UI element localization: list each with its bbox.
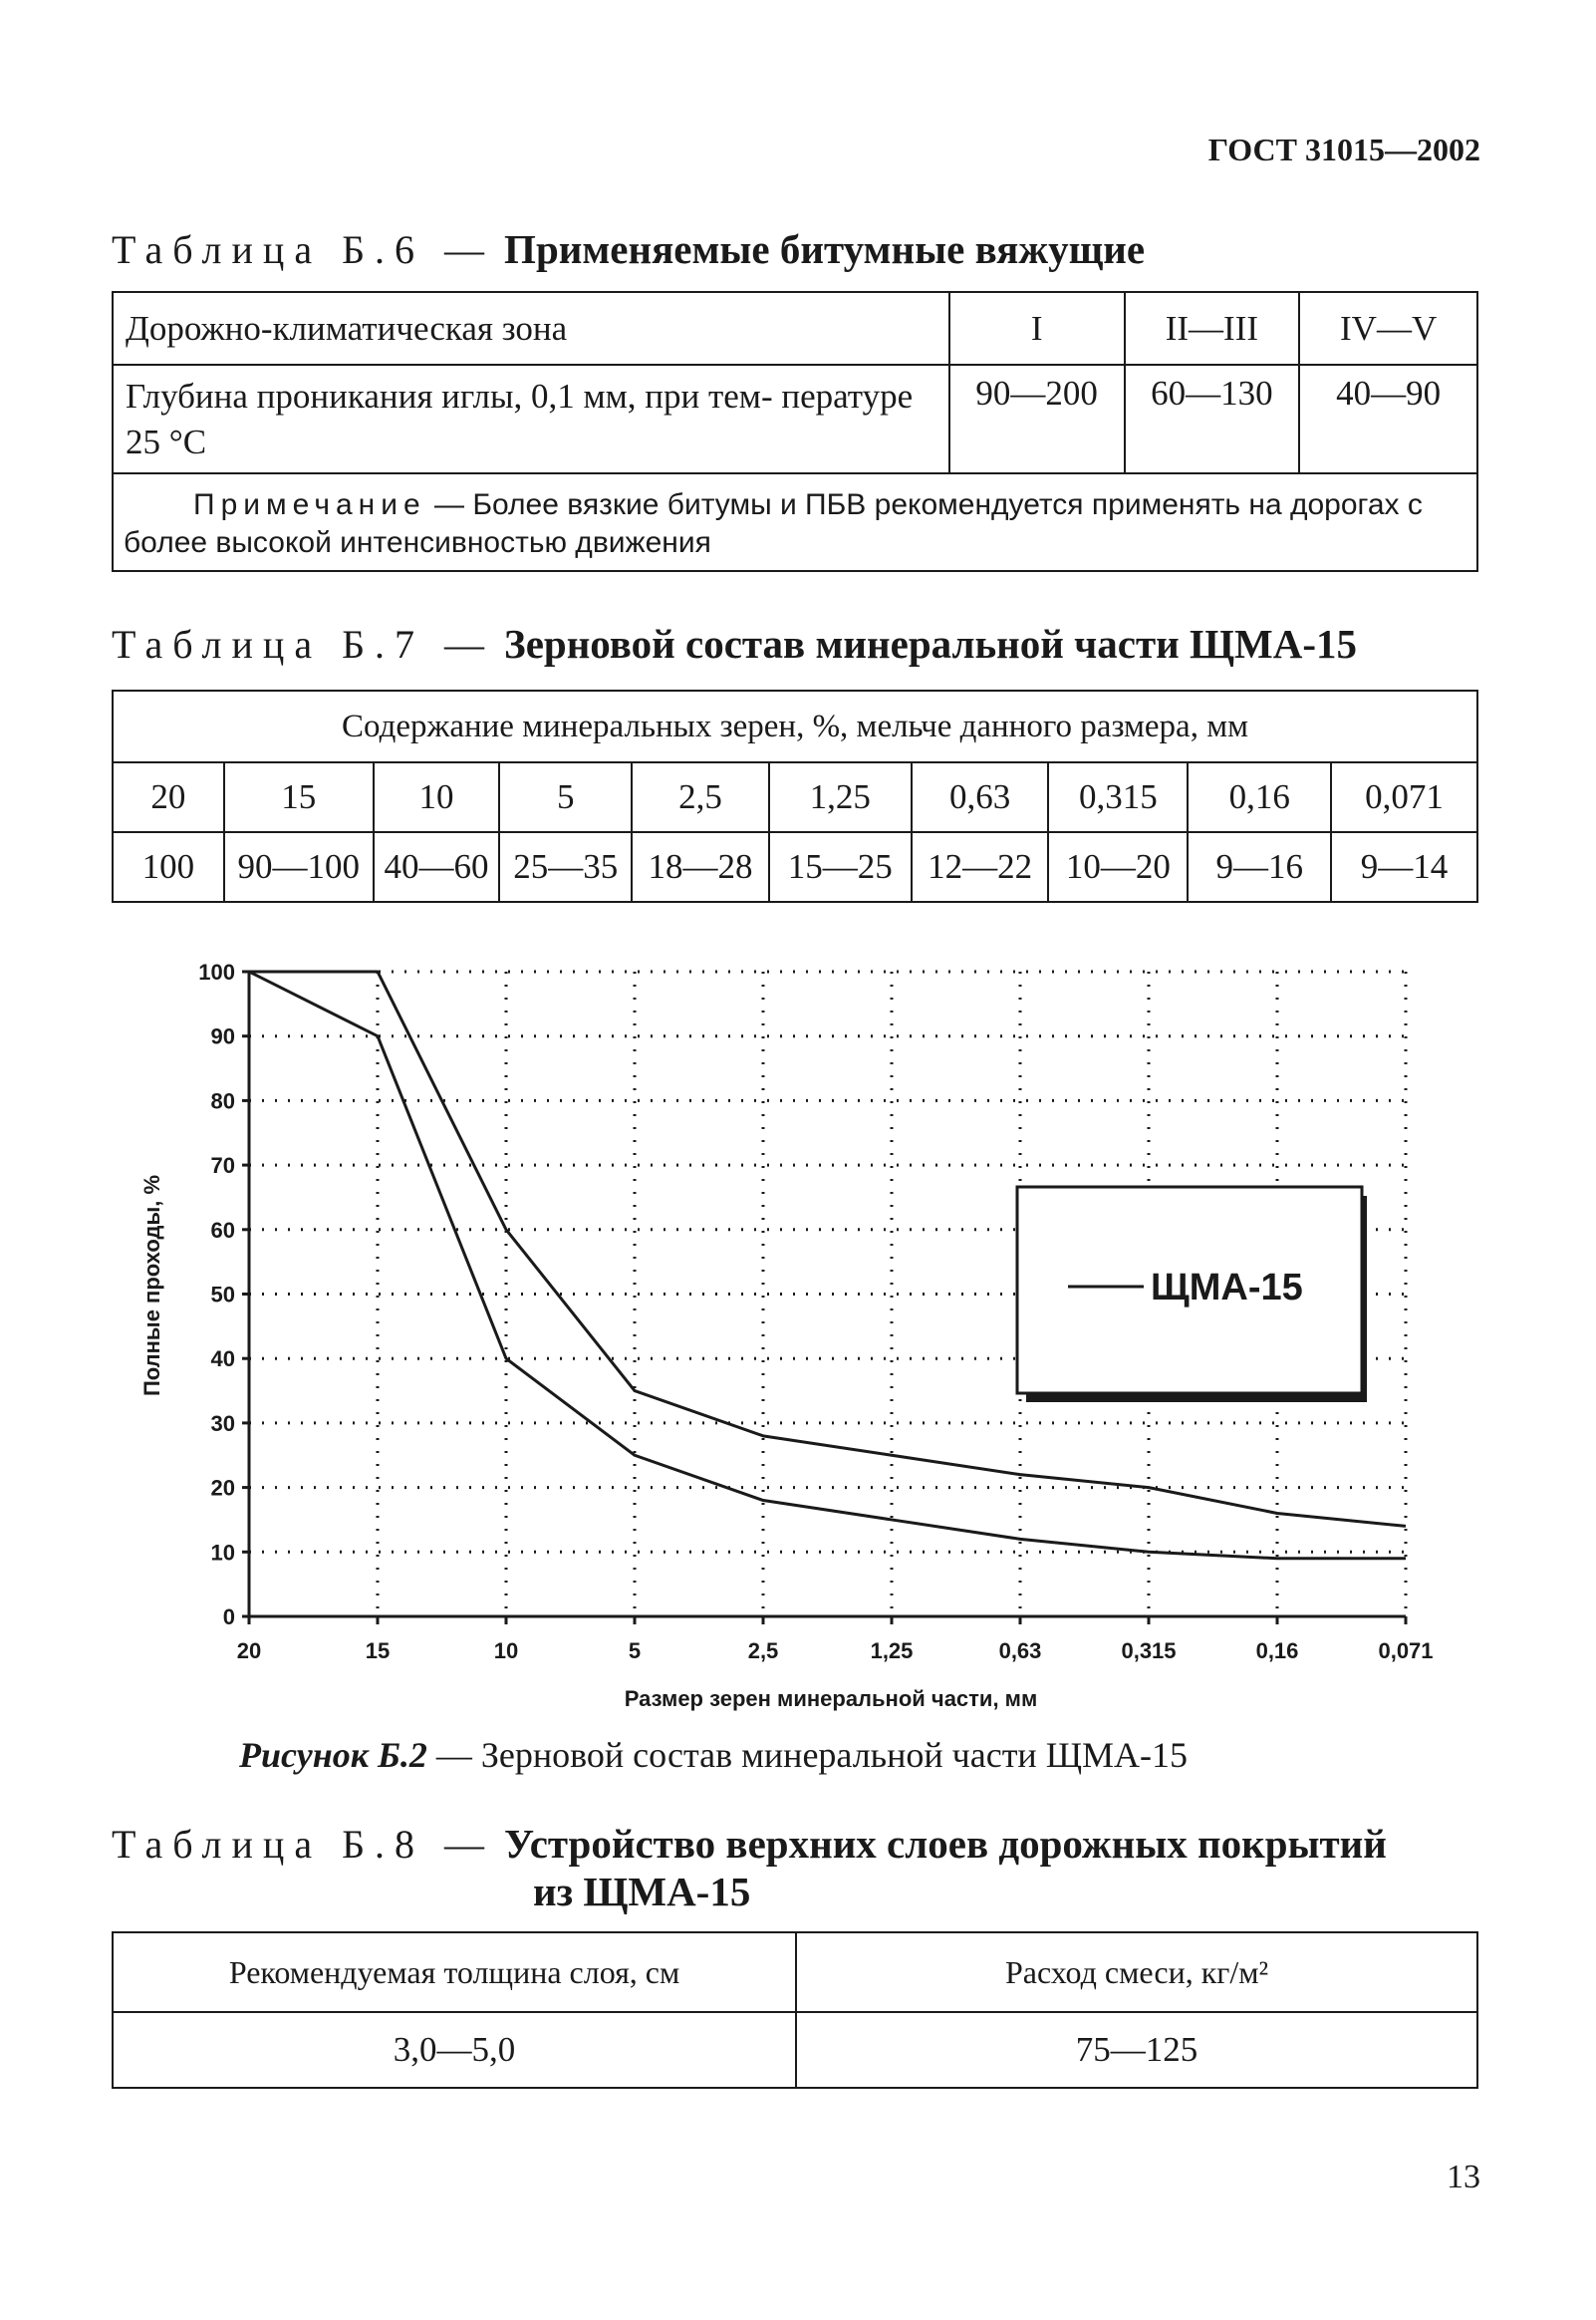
size-cell: 20 <box>113 762 224 832</box>
y-tick-label: 0 <box>222 1604 235 1629</box>
content-cell: 40—60 <box>374 832 500 902</box>
zone-cell: IV—V <box>1299 292 1477 365</box>
size-cell: 2,5 <box>632 762 769 832</box>
table-b8-caption <box>112 1820 1387 1868</box>
size-cell: 1,25 <box>769 762 912 832</box>
x-tick-label: 2,5 <box>747 1638 779 1663</box>
thickness-header: Рекомендуемая толщина слоя, см <box>113 1932 796 2012</box>
x-tick-label: 0,16 <box>1255 1638 1299 1663</box>
content-cell: 12—22 <box>912 832 1049 902</box>
y-tick-label: 70 <box>210 1153 235 1179</box>
content-cell: 15—25 <box>769 832 912 902</box>
penetration-row-label: Глубина проникания иглы, 0,1 мм, при тем- пературе 25 °С <box>113 365 949 473</box>
y-tick-label: 10 <box>210 1540 235 1566</box>
size-cell: 0,071 <box>1331 762 1477 832</box>
size-cell: 15 <box>224 762 374 832</box>
size-cell: 0,16 <box>1188 762 1331 832</box>
content-cell: 9—14 <box>1331 832 1477 902</box>
content-cell: 18—28 <box>632 832 769 902</box>
table-b6-label: Таблица Б.6 — <box>112 227 495 272</box>
thickness-value: 3,0—5,0 <box>113 2012 796 2088</box>
size-cell: 10 <box>374 762 500 832</box>
content-cell: 90—100 <box>224 832 374 902</box>
page-number: 13 <box>1447 2159 1480 2195</box>
y-tick-label: 100 <box>198 960 235 985</box>
y-tick-label: 90 <box>210 1023 235 1049</box>
table-b6-title: Применяемые битумные вяжущие <box>504 226 1146 272</box>
table-b7-title: Зерновой состав минеральной части ЩМА-15 <box>504 621 1357 667</box>
content-cell: 10—20 <box>1048 832 1188 902</box>
zone-cell: I <box>949 292 1125 365</box>
x-tick-label: 5 <box>628 1638 642 1663</box>
size-cell: 0,315 <box>1048 762 1188 832</box>
x-tick-label: 0,63 <box>998 1638 1042 1663</box>
consumption-value: 75—125 <box>796 2012 1477 2088</box>
consumption-header: Расход смеси, кг/м² <box>796 1932 1477 2012</box>
figure-caption <box>239 1734 1188 1776</box>
table-b8-label: Таблица Б.8 — <box>112 1822 495 1867</box>
table-b7-header: Содержание минеральных зерен, %, мельче данного размера, мм <box>113 691 1477 762</box>
figure-caption-text: — Зерновой состав минеральной части ЩМА-15 <box>435 1735 1188 1775</box>
x-tick-label: 0,071 <box>1378 1638 1434 1663</box>
y-tick-label: 20 <box>210 1475 235 1501</box>
content-cell: 100 <box>113 832 224 902</box>
size-cell: 5 <box>499 762 632 832</box>
x-tick-label: 0,315 <box>1121 1638 1177 1663</box>
x-tick-label: 20 <box>236 1638 262 1663</box>
penetration-value: 60—130 <box>1125 365 1300 473</box>
table-b8-title-line1: Устройство верхних слоев дорожных покрытий <box>504 1821 1387 1867</box>
table-b8 <box>112 1931 1478 2089</box>
legend-label: ЩМА-15 <box>1151 1267 1303 1308</box>
chart-legend <box>1017 1187 1367 1402</box>
y-tick-label: 40 <box>210 1346 235 1372</box>
table-b8-title-line2: из ЩМА-15 <box>533 1869 751 1914</box>
y-tick-label: 30 <box>210 1410 235 1436</box>
zone-cell: II—III <box>1125 292 1300 365</box>
y-tick-label: 60 <box>210 1217 235 1243</box>
content-cell: 9—16 <box>1188 832 1331 902</box>
x-tick-label: 1,25 <box>870 1638 914 1663</box>
figure-label: Рисунок Б.2 <box>239 1735 427 1775</box>
note-text: — Более вязкие битумы и ПБВ рекомендуется применять на дорогах с более высокой интенсивностью движения <box>124 488 1423 559</box>
penetration-value: 90—200 <box>949 365 1125 473</box>
note-label: Примечание <box>193 488 426 521</box>
x-tick-label: 10 <box>493 1638 519 1663</box>
table-b8-caption-cont <box>533 1868 750 1915</box>
y-tick-label: 50 <box>210 1282 235 1307</box>
y-axis-label: Полные проходы, % <box>139 1174 164 1397</box>
content-cell: 25—35 <box>499 832 632 902</box>
zone-header-cell: Дорожно-климатическая зона <box>113 292 949 365</box>
size-cell: 0,63 <box>912 762 1049 832</box>
x-tick-label: 15 <box>365 1638 391 1663</box>
x-axis-label: Размер зерен минеральной части, мм <box>624 1686 1038 1711</box>
y-tick-label: 80 <box>210 1088 235 1114</box>
document-code: ГОСТ 31015—2002 <box>1207 132 1480 167</box>
table-b7-label: Таблица Б.7 — <box>112 622 495 667</box>
penetration-value: 40—90 <box>1299 365 1477 473</box>
